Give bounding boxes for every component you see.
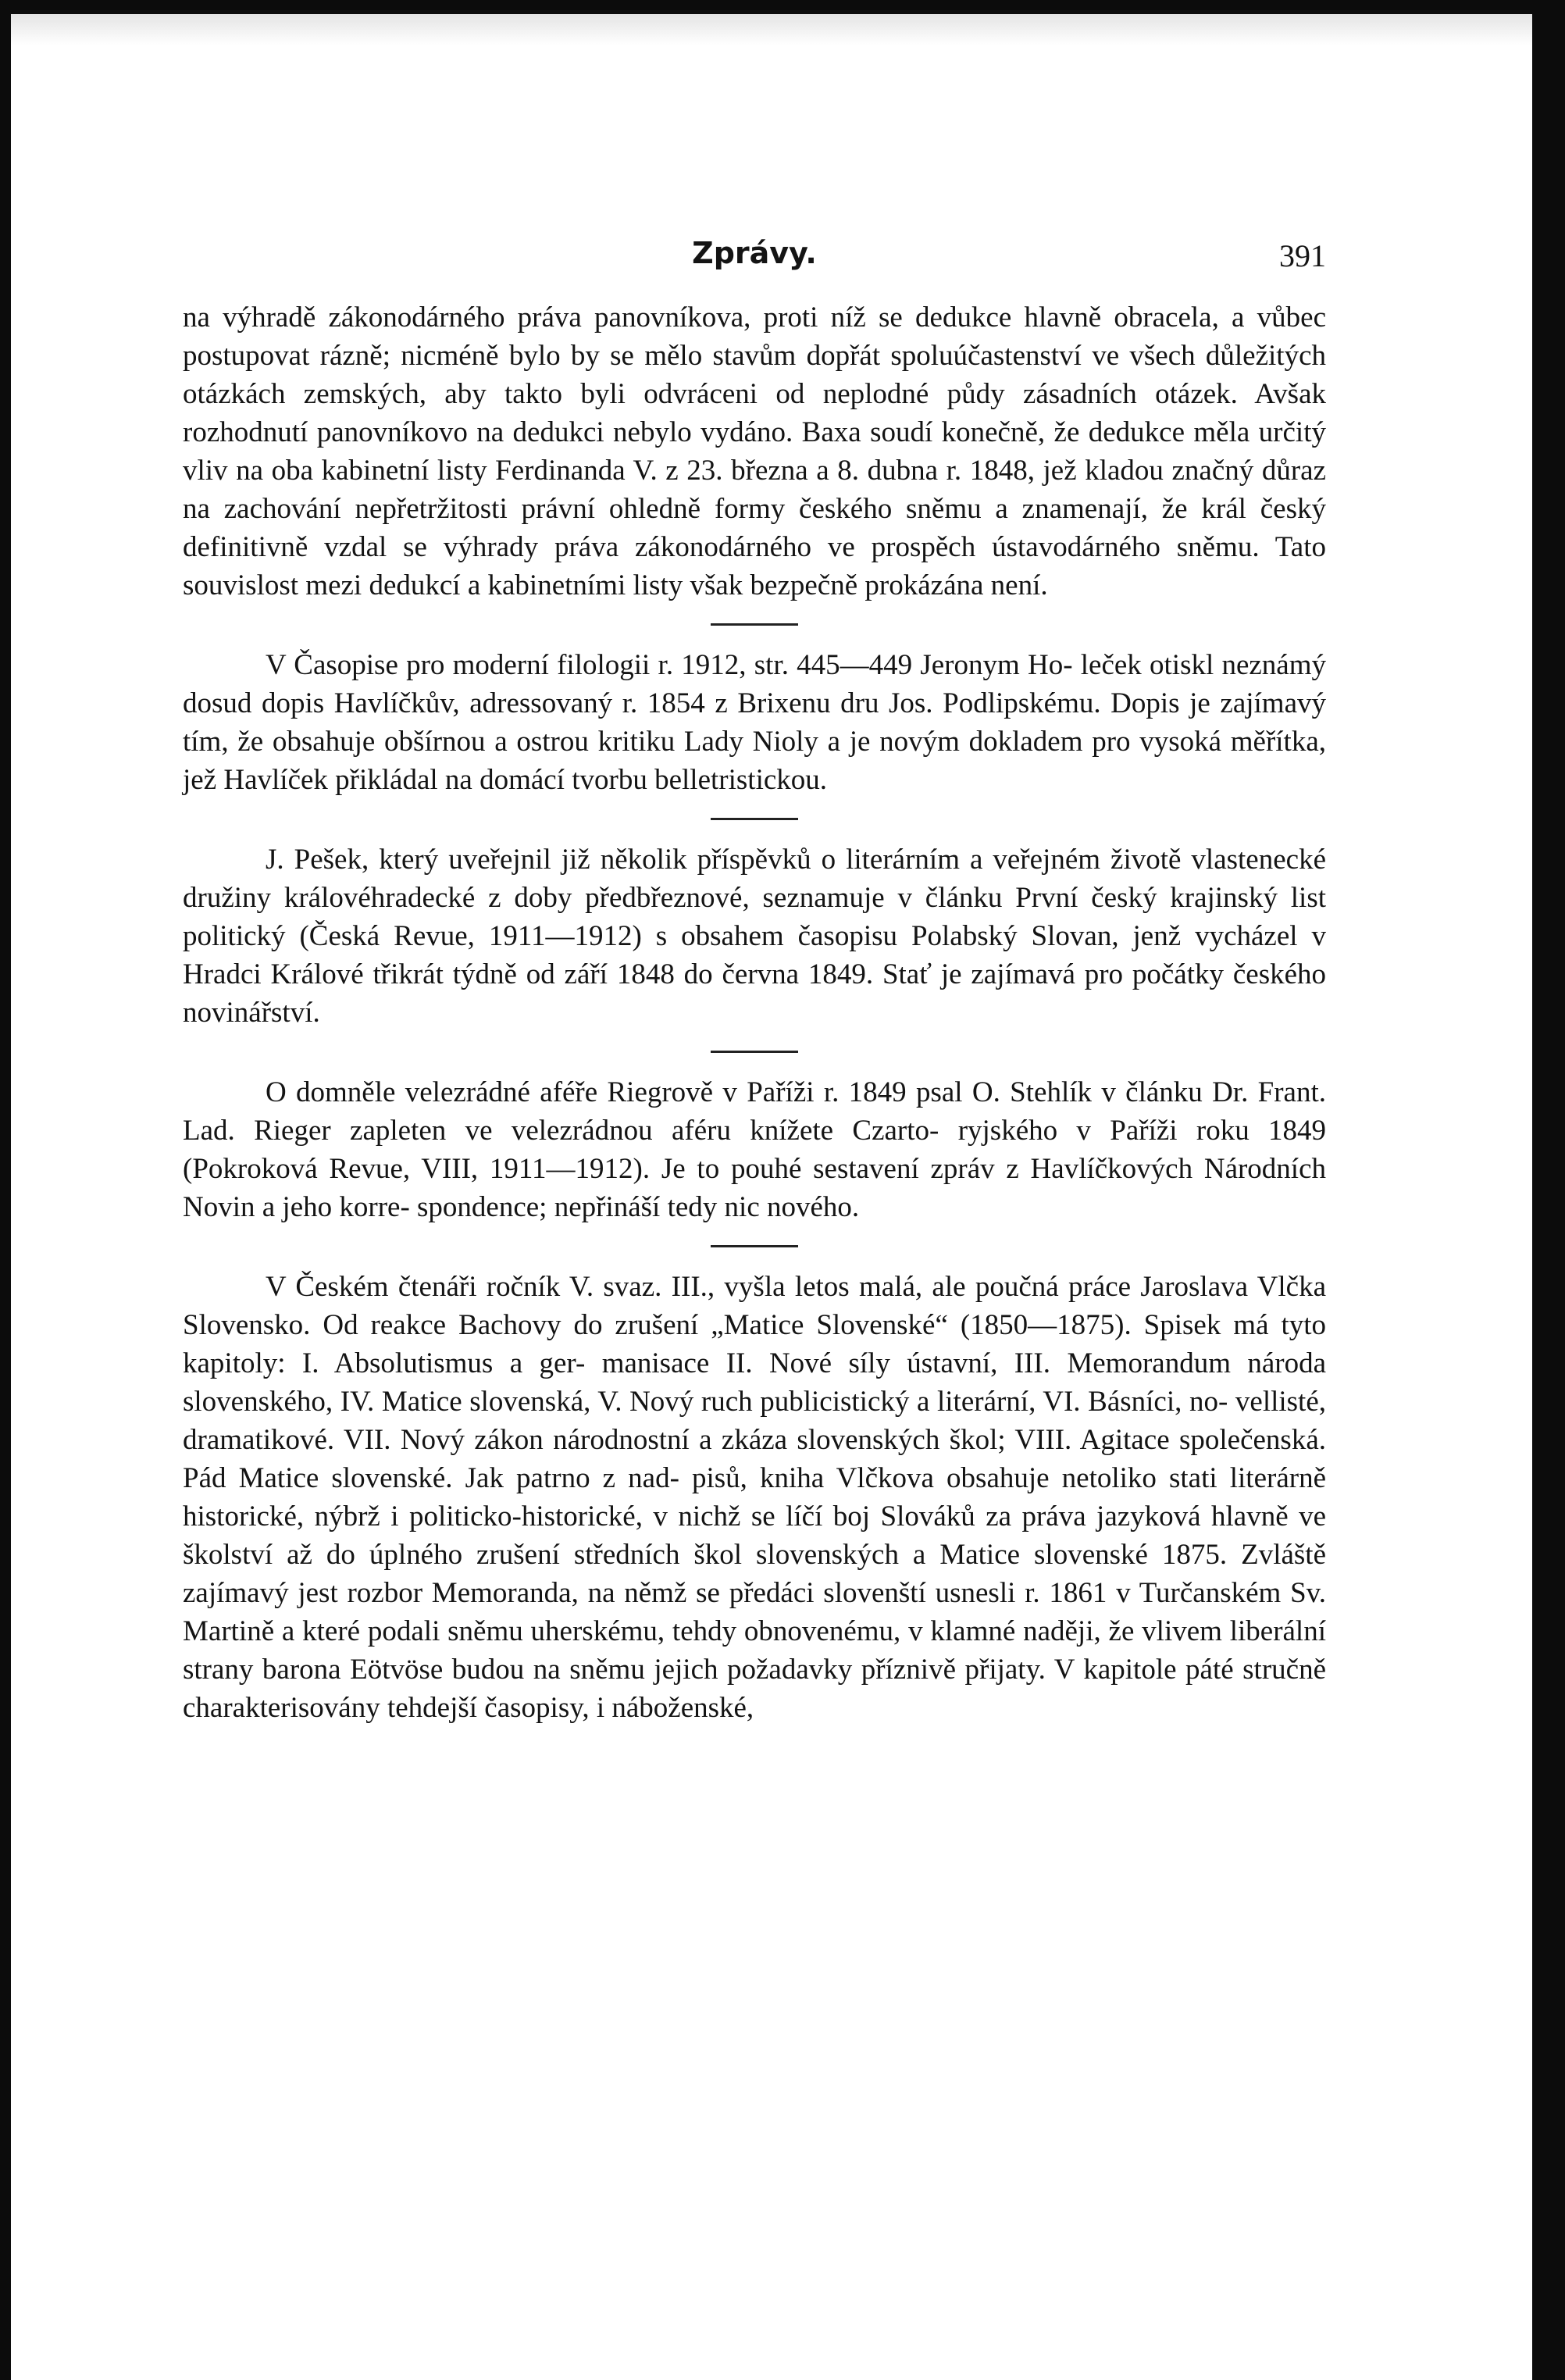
text-line: strany barona Eötvöse budou na sněmu jejich požadavky příznivě přijaty. <box>183 1654 1046 1686</box>
text-line: V Českém čtenáři ročník V. svaz. III., vyšla letos malá, ale poučná <box>266 1271 1059 1303</box>
text-line: r. 1848, jež kladou značný důraz na zachování nepřetržitosti právní ohledně <box>183 455 1326 525</box>
text-line: slovenské 1875. Zvláště zajímavý jest rozbor Memoranda, na němž se <box>183 1539 1327 1609</box>
text-line: obracela, a vůbec postupovat rázně; nicméně bylo by se mělo stavům <box>183 302 1326 372</box>
section-divider <box>711 1051 798 1053</box>
scan-border-right <box>1532 0 1565 2380</box>
paragraph-pesek <box>183 840 1326 1032</box>
text-line: v článku Dr. Frant. Lad. Rieger zapleten ve velezrádnou aféru knížete Czarto- <box>183 1076 1326 1147</box>
text-line: pisů, kniha Vlčkova obsahuje netoliko stati literárně historické, nýbrž <box>183 1462 1326 1533</box>
text-line: třikrát týdně od září 1848 do června 1849. Stať je zajímavá pro počátky <box>373 958 1225 990</box>
text-line: dopřát spoluúčastenství ve všech důležitých otázkách zemských, aby takto <box>183 340 1326 410</box>
text-line: V kapitole páté stručně charakterisovány tehdejší časopisy, i náboženské, <box>183 1654 1326 1724</box>
paragraph-vlcek-slovensko <box>183 1268 1326 1727</box>
section-divider <box>711 623 798 626</box>
text-line: souvislost mezi dedukcí a kabinetními listy však bezpečně prokázána není. <box>183 569 1048 601</box>
text-line: kritiku Lady Nioly a je novým dokladem pro vysoká měřítka, jež Havlíček <box>183 726 1326 796</box>
text-line: měla určitý vliv na oba kabinetní listy Ferdinanda V. z 23. března a 8. dubna <box>183 416 1326 487</box>
text-line: s obsahem časopisu Polabský Slovan, jenž vycházel v Hradci Králové <box>183 920 1327 990</box>
section-divider <box>711 818 798 820</box>
text-line: spondence; nepřináší tedy nic nového. <box>417 1191 860 1223</box>
text-line: ve školství až do úplného zrušení středních škol slovenských a Matice <box>183 1500 1326 1571</box>
text-line: byli odvráceni od neplodné půdy zásadních otázek. Avšak rozhodnutí <box>183 378 1326 448</box>
text-line: dru Jos. Podlipskému. Dopis je zajímavý tím, že obsahuje obšírnou a ostrou <box>183 687 1327 758</box>
text-line: Slovenské“ (1850—1875). Spisek má tyto kapitoly: I. Absolutismus a ger- <box>183 1309 1327 1379</box>
scan-shadow-top <box>0 14 1565 45</box>
text-line: škol; VIII. Agitace společenská. Pád Matice slovenské. Jak patrno z nad- <box>183 1424 1327 1494</box>
text-line: O domněle velezrádné aféře Riegrově v Paříži r. 1849 psal O. Stehlík <box>266 1076 1093 1108</box>
text-line: sněmu uherskému, tehdy obnovenému, v klamné naději, že vlivem liberální <box>447 1615 1326 1647</box>
text-line: přikládal na domácí tvorbu belletristickou. <box>335 764 828 796</box>
page-number: 391 <box>1279 238 1326 273</box>
text-line: ryjského v Paříži roku 1849 (Pokroková Revue, VIII, 1911—1912). Je to <box>183 1115 1327 1185</box>
scan-border-left <box>0 0 11 2380</box>
text-line: Matice slovenská, V. Nový ruch publicistický a literární, VI. Básníci, no- <box>381 1386 1228 1418</box>
text-line: panovníkovo na dedukci nebylo vydáno. Baxa soudí konečně, že dedukce <box>316 416 1185 448</box>
scan-border-top <box>0 0 1565 14</box>
text-line: životě vlastenecké družiny královéhradecké z doby předbřeznové, seznamuje <box>183 844 1326 914</box>
text-line: v článku První český krajinský list politický (Česká Revue, 1911—1912) <box>183 882 1326 952</box>
paragraph-dedukce <box>183 298 1326 605</box>
text-line: J. Pešek, který uveřejnil již několik příspěvků o literárním a veřejném <box>266 844 1101 876</box>
text-line: předáci slovenští usnesli r. 1861 v Turčanském Sv. Martině a které podali <box>183 1577 1326 1647</box>
text-line: vellisté, dramatikové. VII. Nový zákon národnostní a zkáza slovenských <box>183 1386 1327 1456</box>
page-content <box>183 227 1326 1727</box>
text-line: manisace II. Nové síly ústavní, III. Memorandum národa slovenského, IV. <box>183 1347 1327 1418</box>
text-line: českého novinářství. <box>183 958 1327 1029</box>
page-title: Zprávy. <box>692 236 817 270</box>
text-line: leček otiskl neznámý dosud dopis Havlíčkův, adressovaný r. 1854 z Brixenu <box>183 649 1326 719</box>
paragraph-havlicek-letter <box>183 646 1326 799</box>
text-line: práce Jaroslava Vlčka Slovensko. Od reakce Bachovy do zrušení „Matice <box>183 1271 1327 1341</box>
running-head <box>183 227 1326 287</box>
text-line: formy českého sněmu a znamenají, že král český definitivně vzdal se <box>183 493 1326 563</box>
text-line: V Časopise pro moderní filologii r. 1912, str. 445—449 Jeronym Ho- <box>266 649 1073 681</box>
text-line: i politicko-historické, v nichž se líčí boj Slováků za práva jazyková hlavně <box>390 1500 1289 1533</box>
text-line: pouhé sestavení zpráv z Havlíčkových Národních Novin a jeho korre- <box>183 1153 1327 1223</box>
paragraph-rieger <box>183 1073 1326 1226</box>
text-line: na výhradě zákonodárného práva panovníkova, proti níž se dedukce hlavně <box>183 302 1102 334</box>
section-divider <box>711 1245 798 1247</box>
text-line: výhrady práva zákonodárného ve prospěch ústavodárného sněmu. Tato <box>443 531 1327 563</box>
